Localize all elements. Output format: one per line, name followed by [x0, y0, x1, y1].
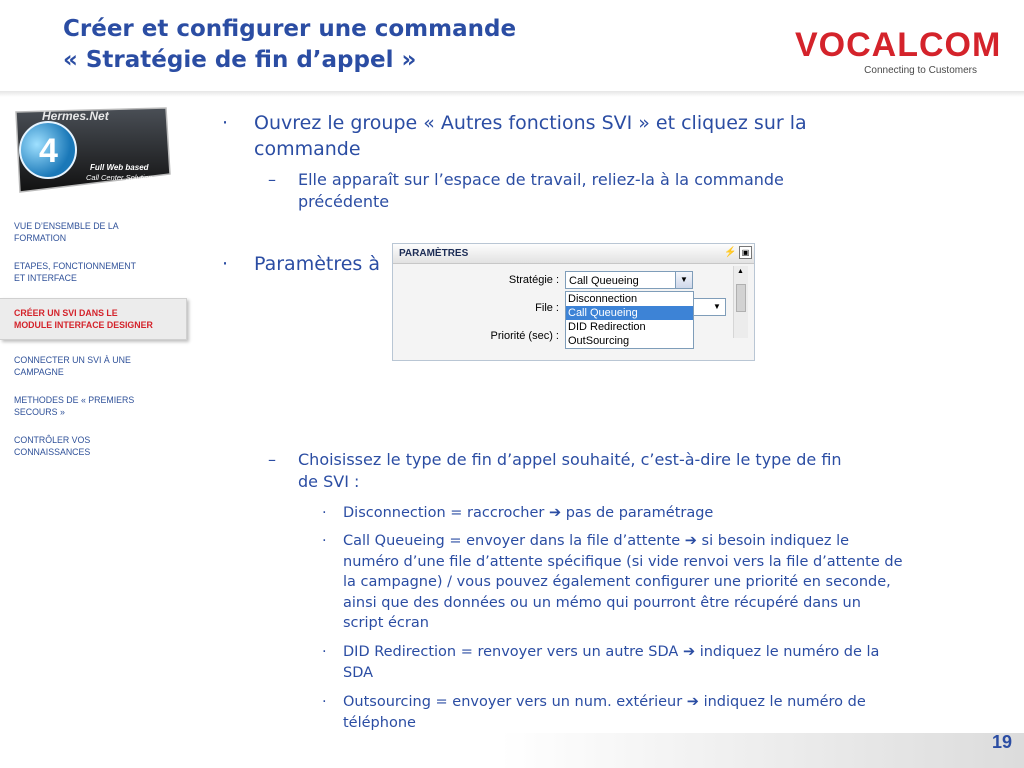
sidebar-item-label: MODULE INTERFACE DESIGNER	[14, 320, 153, 330]
list-item	[343, 503, 993, 524]
logo-wordmark: VOCALCOM	[795, 26, 1002, 64]
list-item	[343, 531, 993, 634]
vocalcom-logo	[795, 26, 1002, 78]
list-item-line: ainsi que des données ou un mémo qui pourront être récupéré dans un	[343, 594, 861, 611]
sidebar-item-methodes[interactable]	[0, 386, 180, 426]
strategy-value: Call Queueing	[569, 275, 639, 287]
bullet-dot-icon: ·	[322, 694, 327, 710]
hermes-net-badge	[6, 104, 174, 196]
sidebar-item-etapes[interactable]	[0, 252, 180, 292]
dropdown-option-call-queueing[interactable]: Call Queueing	[566, 306, 693, 320]
sidebar-item-label: FORMATION	[14, 233, 67, 243]
scrollbar-thumb[interactable]	[736, 284, 746, 312]
chevron-down-icon[interactable]: ▼	[709, 299, 725, 315]
sidebar-item-label: CONNAISSANCES	[14, 447, 91, 457]
title-line-2: « Stratégie de fin d’appel »	[63, 47, 417, 73]
bullet-2: Paramètres à	[254, 253, 381, 275]
chevron-down-icon[interactable]: ▼	[675, 272, 692, 288]
file-label: File :	[535, 302, 559, 314]
parameters-panel-screenshot	[392, 243, 755, 361]
sub-bullet-1	[298, 169, 958, 213]
page-title	[63, 14, 516, 76]
logo-tagline: Connecting to Customers	[864, 65, 977, 76]
bullet-1	[254, 110, 954, 162]
sidebar-item-label: CONTRÔLER VOS	[14, 435, 91, 445]
sub-bullet-2-line-2: de SVI :	[298, 472, 360, 491]
sub-bullet-2-line-1: Choisissez le type de fin d’appel souhaité, c’est-à-dire le type de fin	[298, 450, 842, 469]
strategy-dropdown-list	[565, 291, 694, 349]
scroll-up-icon[interactable]: ▲	[737, 268, 744, 275]
sidebar-item-vue-ensemble[interactable]	[0, 212, 180, 252]
sidebar-item-label: METHODES DE « PREMIERS	[14, 395, 135, 405]
strategy-label: Stratégie :	[508, 274, 559, 286]
badge-line-2: Call Center Solution	[86, 173, 153, 182]
dash-icon: –	[268, 170, 276, 189]
page-number: 19	[991, 732, 1012, 752]
sidebar-item-label: CRÉER UN SVI DANS LE	[14, 308, 118, 318]
sidebar-item-creer-svi[interactable]	[0, 298, 187, 340]
bullet-dot-icon: ·	[222, 253, 229, 275]
dash-icon: –	[268, 450, 276, 469]
sidebar-item-label: ET INTERFACE	[14, 273, 77, 283]
footer-bar	[500, 733, 1024, 768]
bullet-dot-icon: ·	[322, 505, 327, 521]
dropdown-option-did-redirection[interactable]: DID Redirection	[568, 321, 646, 333]
list-item-line: Call Queueing = envoyer dans la file d’attente ➔ si besoin indiquez le	[343, 533, 850, 549]
sub-bullet-1-line-1: Elle apparaît sur l’espace de travail, reliez-la à la commande	[298, 170, 784, 189]
list-item-line: DID Redirection = renvoyer vers un autre SDA ➔ indiquez le numéro de la	[343, 644, 880, 660]
panel-title: PARAMÈTRES	[393, 244, 754, 264]
strategy-select[interactable]	[565, 271, 693, 289]
priority-label: Priorité (sec) :	[490, 330, 559, 342]
dropdown-option-disconnection[interactable]: Disconnection	[568, 293, 638, 305]
sidebar-item-label: CAMPAGNE	[14, 367, 64, 377]
sidebar-item-label: CONNECTER UN SVI À UNE	[14, 355, 131, 365]
sidebar-item-label: VUE D’ENSEMBLE DE LA	[14, 221, 119, 231]
list-item-line: Outsourcing = envoyer vers un num. extérieur ➔ indiquez le numéro de	[343, 694, 866, 710]
list-item	[343, 642, 993, 683]
sidebar-nav	[0, 212, 180, 466]
lightning-icon[interactable]: ⚡	[724, 247, 737, 258]
bullet-dot-icon: ·	[222, 112, 229, 134]
list-item-line: la campagne) / vous pouvez également configurer une priorité en seconde,	[343, 574, 891, 590]
bullet-dot-icon: ·	[322, 533, 327, 549]
bullet-dot-icon: ·	[322, 644, 327, 660]
badge-line-1: Full Web based	[90, 163, 149, 172]
sidebar-item-controler[interactable]	[0, 426, 180, 466]
sub-bullet-1-line-2: précédente	[298, 192, 390, 211]
list-item-line: Disconnection = raccrocher ➔ pas de paramétrage	[343, 505, 714, 521]
sidebar-item-connecter-svi[interactable]	[0, 346, 180, 386]
title-line-1: Créer et configurer une commande	[63, 16, 517, 42]
sub-bullet-2	[298, 449, 978, 493]
list-item-line: script écran	[343, 615, 429, 631]
list-item	[343, 692, 993, 733]
badge-version: 4	[39, 132, 58, 170]
bullet-1-line-2: commande	[254, 138, 361, 160]
list-item-line: numéro d’une file d’attente spécifique (si vide renvoi vers la file d’attente de	[343, 553, 903, 570]
badge-brand: Hermes.Net	[42, 109, 109, 123]
dropdown-option-outsourcing[interactable]: OutSourcing	[568, 335, 630, 347]
header-divider	[0, 91, 1024, 97]
panel-scrollbar[interactable]	[733, 266, 748, 338]
panel-toolbar	[724, 246, 752, 259]
window-icon[interactable]: ▣	[739, 246, 752, 259]
list-item-line: téléphone	[343, 714, 416, 731]
sidebar-item-label: SECOURS »	[14, 407, 65, 417]
sidebar-item-label: ETAPES, FONCTIONNEMENT	[14, 261, 137, 271]
bullet-1-line-1: Ouvrez le groupe « Autres fonctions SVI » et cliquez sur la	[254, 112, 807, 134]
list-item-line: SDA	[343, 664, 374, 681]
